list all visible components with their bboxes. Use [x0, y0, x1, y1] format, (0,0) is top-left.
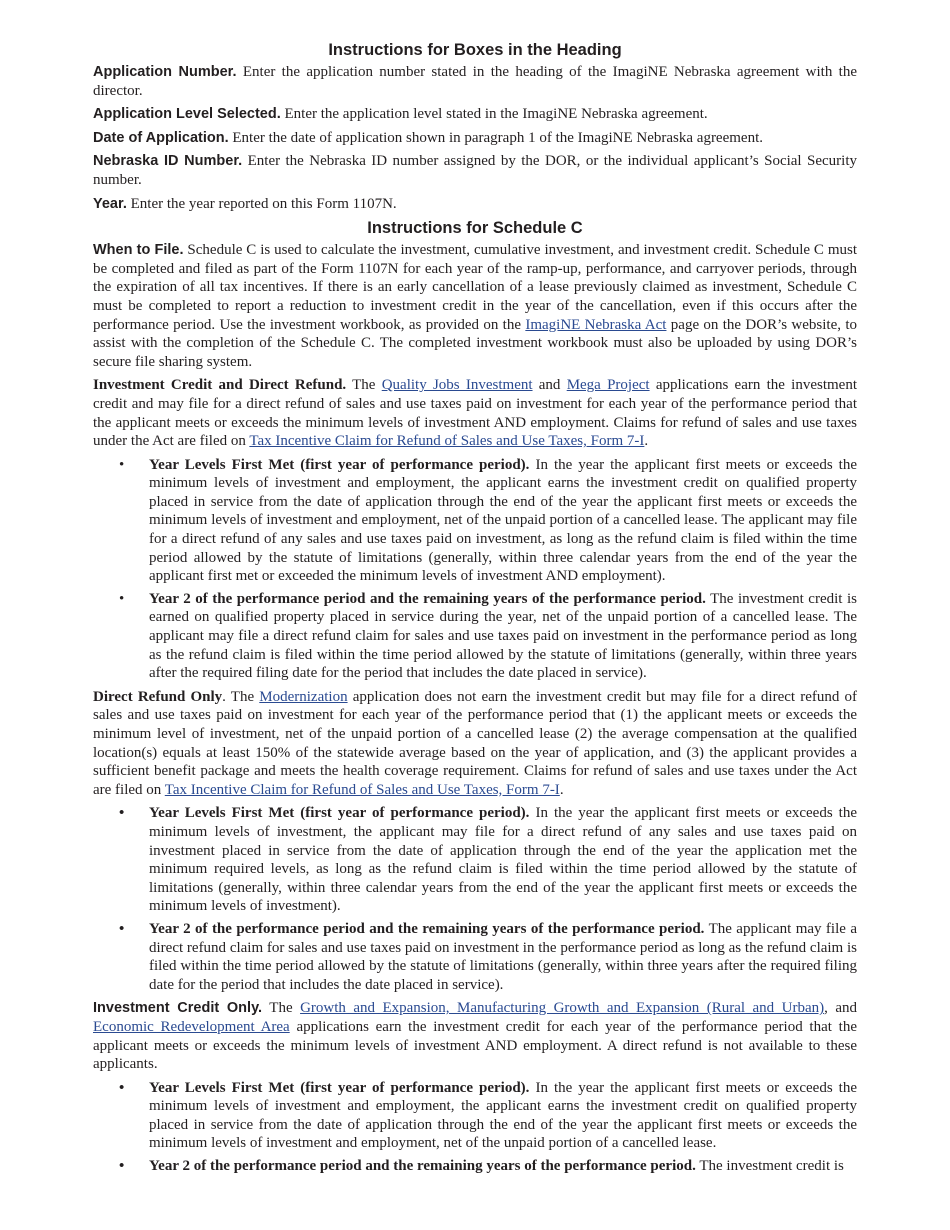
year-text: Enter the year reported on this Form 1107N.: [126, 195, 397, 212]
list-item-text: The investment credit is earned on qualified property placed in service during the year, net of the unpaid portion of a cancelled lease. The applicant may file a direct refund claim for sales and use taxes paid on investment in the performance period as long as the refund claim is filed within the time period allowed by the statute of limitations (generally, within three years after the required filing date for the period that includes the date placed in service).: [149, 590, 857, 682]
bullet-icon: •: [119, 1158, 125, 1175]
bullet-icon: •: [119, 920, 125, 937]
when-to-file-text: Schedule C is used to calculate the investment, cumulative investment, and investment credit. Schedule C must be completed and filed as part of the Form 1107N for each year of the ramp-up, performance, and carryover periods, through the expiration of all tax incentives. If there is an early cancellation of a lease previously claimed as investment, Schedule C must be completed to report a reduction to investment credit in the year of the cancellation, even if this occurs after the performance period. Use the investment workbook, as provided on the: [93, 242, 857, 333]
date-of-application-paragraph: [93, 129, 857, 148]
list-item-text: In the year the applicant first meets or exceeds the minimum levels of investment and employment, the applicant earns the investment credit on qualified property placed in service from the date of application through the end of the year the applicant first meets or exceeds the minimum levels of investment and employment, net of the unpaid portion of a cancelled lease. The applicant may file for a direct refund of any sales and use taxes paid on investment, as long as the refund claim is filed within the time period allowed by the statute of limitations (generally, within three calendar years from the end of the year the applicant first met or exceeded the minimum levels of investment AND employment).: [149, 456, 858, 585]
credit-only-text: , and: [824, 1000, 857, 1017]
quality-jobs-investment-link[interactable]: Quality Jobs Investment: [381, 377, 533, 394]
list-item: [93, 1157, 857, 1176]
credit-and-refund-text: and: [532, 377, 567, 394]
modernization-link[interactable]: Modernization: [259, 688, 348, 705]
year-paragraph: [93, 195, 857, 214]
form-7i-link[interactable]: Tax Incentive Claim for Refund of Sales and Use Taxes, Form 7-I: [249, 433, 645, 450]
economic-redevelopment-area-link[interactable]: Economic Redevelopment Area: [93, 1018, 290, 1035]
credit-and-refund-label: Investment Credit and Direct Refund.: [93, 377, 347, 394]
direct-refund-only-text: . The: [222, 688, 260, 705]
list-item-text: In the year the applicant first meets or exceeds the minimum levels of investment, the applicant may file for a direct refund of any sales and use taxes paid on investment placed in service from the date of application through the end of the year the application met the minimum required levels, as long as the refund claim is filed within the time period allowed by the statute of limitations (generally, within three calendar years from the end of the year the applicant first meets or exceeds the minimum levels of investment).: [149, 805, 858, 915]
bullet-icon: •: [119, 456, 125, 473]
nebraska-id-paragraph: [93, 152, 857, 189]
credit-and-refund-paragraph: [93, 376, 857, 450]
date-of-application-text: Enter the date of application shown in paragraph 1 of the ImagiNE Nebraska agreement.: [228, 129, 763, 146]
list-item: [93, 1079, 857, 1153]
form-7i-link[interactable]: Tax Incentive Claim for Refund of Sales and Use Taxes, Form 7-I: [164, 781, 560, 798]
application-level-text: Enter the application level stated in the ImagiNE Nebraska agreement.: [280, 106, 708, 123]
nebraska-id-label: Nebraska ID Number.: [93, 153, 243, 170]
when-to-file-text-end: page on the DOR’s website, to assist with the completion of the Schedule C. The completed investment workbook must also be uploaded by using DOR’s secure file sharing system.: [93, 316, 857, 370]
list-item-label: Year 2 of the performance period and the remaining years of the performance period.: [149, 1158, 696, 1175]
year-label: Year.: [93, 195, 127, 212]
credit-and-refund-text: applications earn the investment credit and may file for a direct refund of sales and use taxes paid on investment for each year of the performance period that the applicant meets or exceeds the minimum levels of investment AND employment. Claims for refund of sales and use taxes under the Act are filed on: [93, 377, 857, 450]
credit-and-refund-text: .: [644, 433, 649, 450]
list-item-text: In the year the applicant first meets or exceeds the minimum levels of investment and employment, the applicant earns the investment credit on qualified property placed in service from the date of application through the end of the year the applicant first meets or exceeds the minimum levels of investment and employment, net of the unpaid portion of a cancelled lease.: [149, 1079, 858, 1152]
schedule-c-title: Instructions for Schedule C: [367, 219, 583, 238]
credit-only-text: applications earn the investment credit for each year of the performance period that the applicant meets or exceeds the minimum levels of investment AND employment. A direct refund is not available to these applicants.: [93, 1018, 857, 1073]
bullet-icon: •: [119, 590, 125, 607]
list-item: [93, 456, 857, 586]
date-of-application-label: Date of Application.: [93, 129, 229, 146]
direct-refund-only-paragraph: [93, 688, 857, 800]
application-level-paragraph: [93, 105, 857, 124]
credit-only-label: Investment Credit Only.: [93, 1000, 263, 1017]
bullet-icon: •: [119, 805, 125, 822]
list-item-label: Year Levels First Met (first year of performance period).: [149, 1079, 530, 1096]
when-to-file-label: When to File.: [93, 242, 184, 259]
application-level-label: Application Level Selected.: [93, 106, 281, 123]
credit-only-list: [93, 1079, 857, 1176]
credit-and-refund-list: [93, 456, 857, 683]
direct-refund-only-text: .: [559, 781, 564, 798]
credit-only-paragraph: [93, 999, 857, 1073]
heading-instructions-title: Instructions for Boxes in the Heading: [328, 41, 622, 59]
direct-refund-only-label: Direct Refund Only: [93, 688, 223, 705]
list-item: [93, 804, 857, 916]
application-number-label: Application Number.: [93, 64, 237, 80]
credit-and-refund-text: The: [346, 377, 382, 394]
list-item-label: Year Levels First Met (first year of performance period).: [149, 456, 530, 473]
direct-refund-only-list: [93, 804, 857, 994]
list-item-label: Year 2 of the performance period and the remaining years of the performance period.: [149, 920, 705, 937]
when-to-file-paragraph: [93, 241, 857, 371]
list-item-text: The investment credit is: [695, 1158, 844, 1175]
imagine-nebraska-act-link[interactable]: ImagiNE Nebraska Act: [525, 316, 667, 333]
list-item: [93, 920, 857, 994]
list-item-label: Year 2 of the performance period and the remaining years of the performance period.: [149, 590, 706, 607]
list-item: [93, 590, 857, 683]
credit-only-text: The: [262, 1000, 301, 1017]
list-item-text: The applicant may file a direct refund claim for sales and use taxes paid on investment in the performance period as long as the refund claim is filed within the time period allowed by the statute of limitations (generally, within three years after the required filing date for the period that includes the date placed in service).: [149, 920, 857, 993]
direct-refund-only-text: application does not earn the investment credit but may file for a direct refund of sales and use taxes paid on investment for each year of the performance period that (1) the applicant meets or exceeds the minimum level of investment, net of the unpaid portion of a cancelled lease (2) the average compensation at the qualified location(s) equals at least 150% of the statewide average based on the year of application, and (3) the applicant provides a sufficient benefit package and meets the health coverage requirement. Claims for refund of sales and use taxes under the Act are filed on: [93, 688, 858, 798]
nebraska-id-text: Enter the Nebraska ID number assigned by the DOR, or the individual applicant’s Social Security number.: [93, 153, 857, 188]
application-number-paragraph: [93, 63, 857, 100]
bullet-icon: •: [119, 1079, 125, 1096]
mega-project-link[interactable]: Mega Project: [566, 377, 650, 394]
growth-and-expansion-link[interactable]: Growth and Expansion, Manufacturing Growth and Expansion (Rural and Urban): [300, 1000, 825, 1017]
application-number-text: Enter the application number stated in the heading of the ImagiNE Nebraska agreement with the director.: [93, 64, 857, 99]
list-item-label: Year Levels First Met (first year of performance period).: [149, 805, 530, 822]
